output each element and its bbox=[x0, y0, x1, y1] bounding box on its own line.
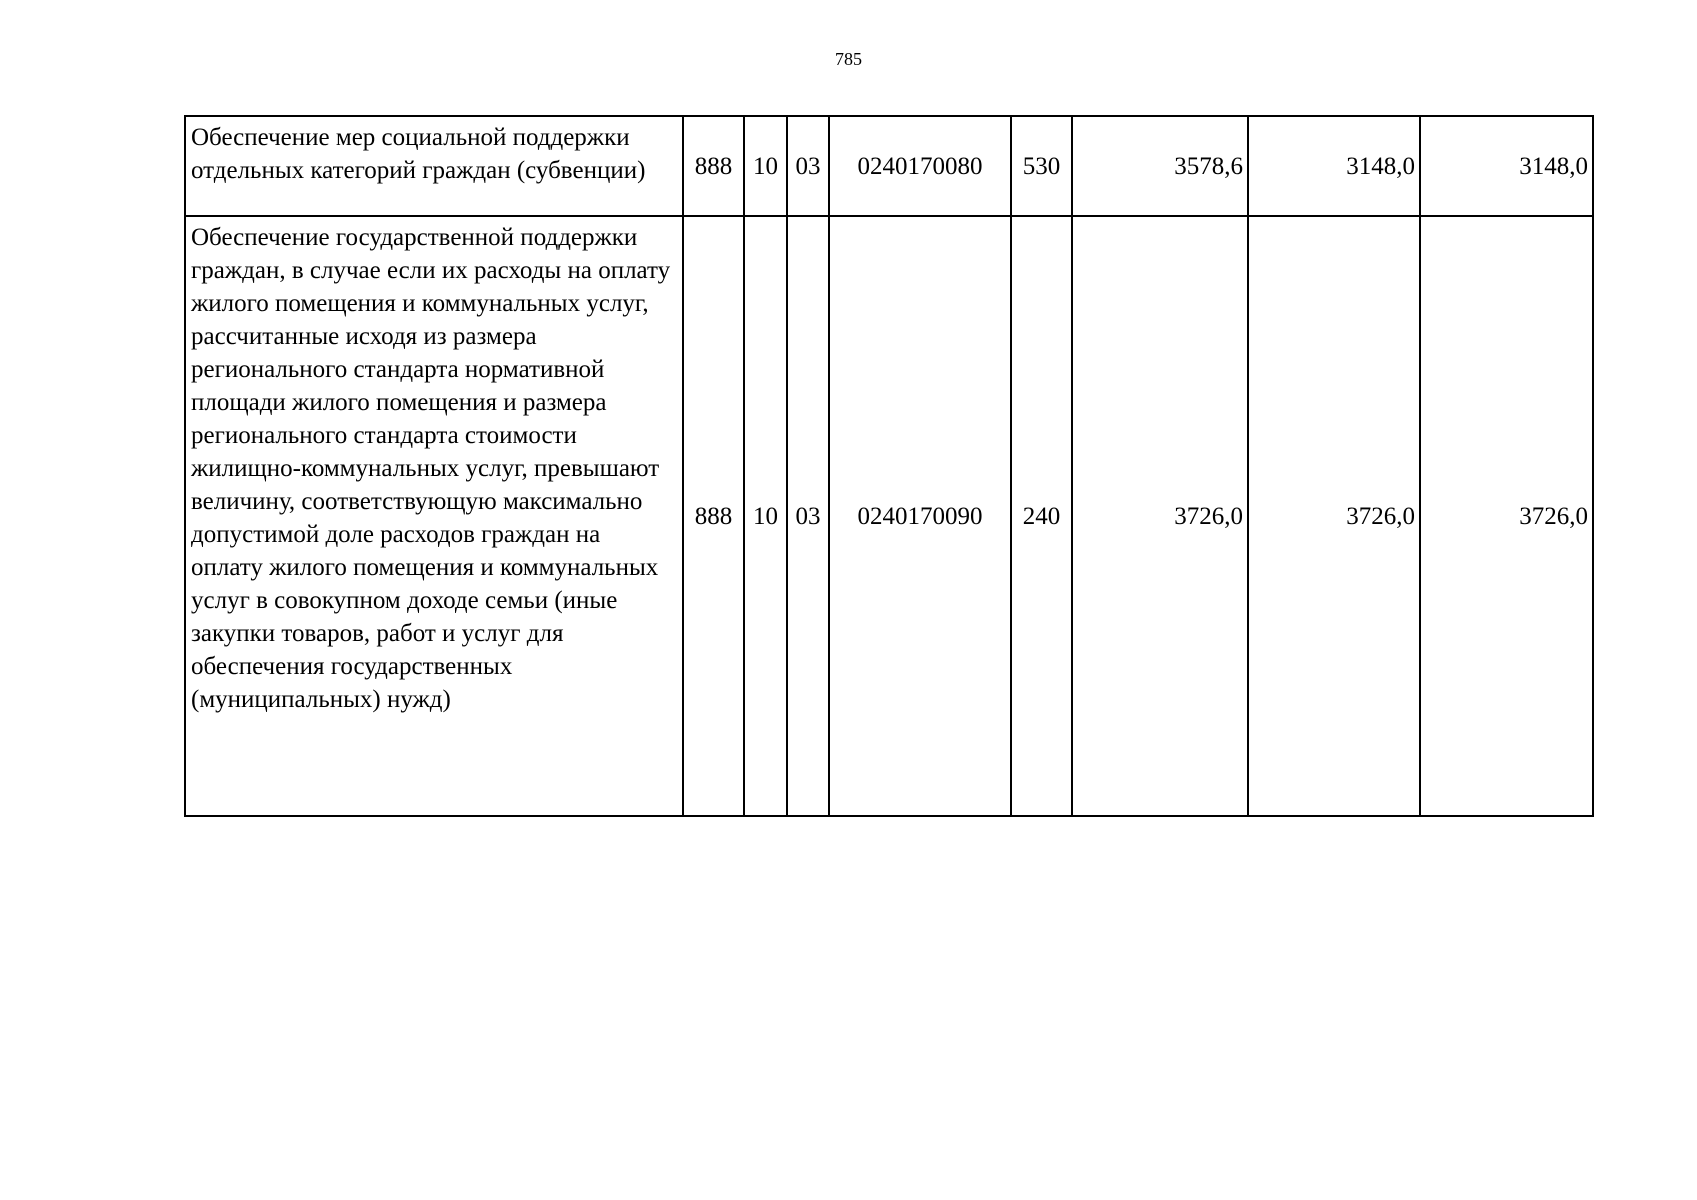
expense-type-code: 530 bbox=[1011, 116, 1072, 216]
amount-1: 3578,6 bbox=[1072, 116, 1248, 216]
ministry-code: 888 bbox=[683, 116, 744, 216]
row-description: Обеспечение государственной поддержки граждан, в случае если их расходы на оплату жилого помещения и коммунальных услуг, рассчитанные исходя из размера регионального стандарта нормативной площади жилого помещения и размера регионального стандарта стоимости жилищно-коммунальных услуг, превышают величину, соответствующую максимально допустимой доле расходов граждан на оплату жилого помещения и коммунальных услуг в совокупном доходе семьи (иные закупки товаров, работ и услуг для обеспечения государственных (муниципальных) нужд) bbox=[185, 216, 683, 816]
table-row bbox=[185, 116, 1593, 216]
subsection-code: 03 bbox=[787, 216, 829, 816]
table-row bbox=[185, 216, 1593, 816]
amount-3: 3148,0 bbox=[1420, 116, 1593, 216]
amount-2: 3148,0 bbox=[1248, 116, 1420, 216]
amount-2: 3726,0 bbox=[1248, 216, 1420, 816]
ministry-code: 888 bbox=[683, 216, 744, 816]
row-description: Обеспечение мер социальной поддержки отдельных категорий граждан (субвенции) bbox=[185, 116, 683, 216]
amount-3: 3726,0 bbox=[1420, 216, 1593, 816]
section-code: 10 bbox=[744, 116, 787, 216]
section-code: 10 bbox=[744, 216, 787, 816]
budget-table bbox=[184, 115, 1594, 817]
target-article-code: 0240170080 bbox=[829, 116, 1011, 216]
target-article-code: 0240170090 bbox=[829, 216, 1011, 816]
subsection-code: 03 bbox=[787, 116, 829, 216]
page-number: 785 bbox=[835, 49, 862, 69]
expense-type-code: 240 bbox=[1011, 216, 1072, 816]
amount-1: 3726,0 bbox=[1072, 216, 1248, 816]
